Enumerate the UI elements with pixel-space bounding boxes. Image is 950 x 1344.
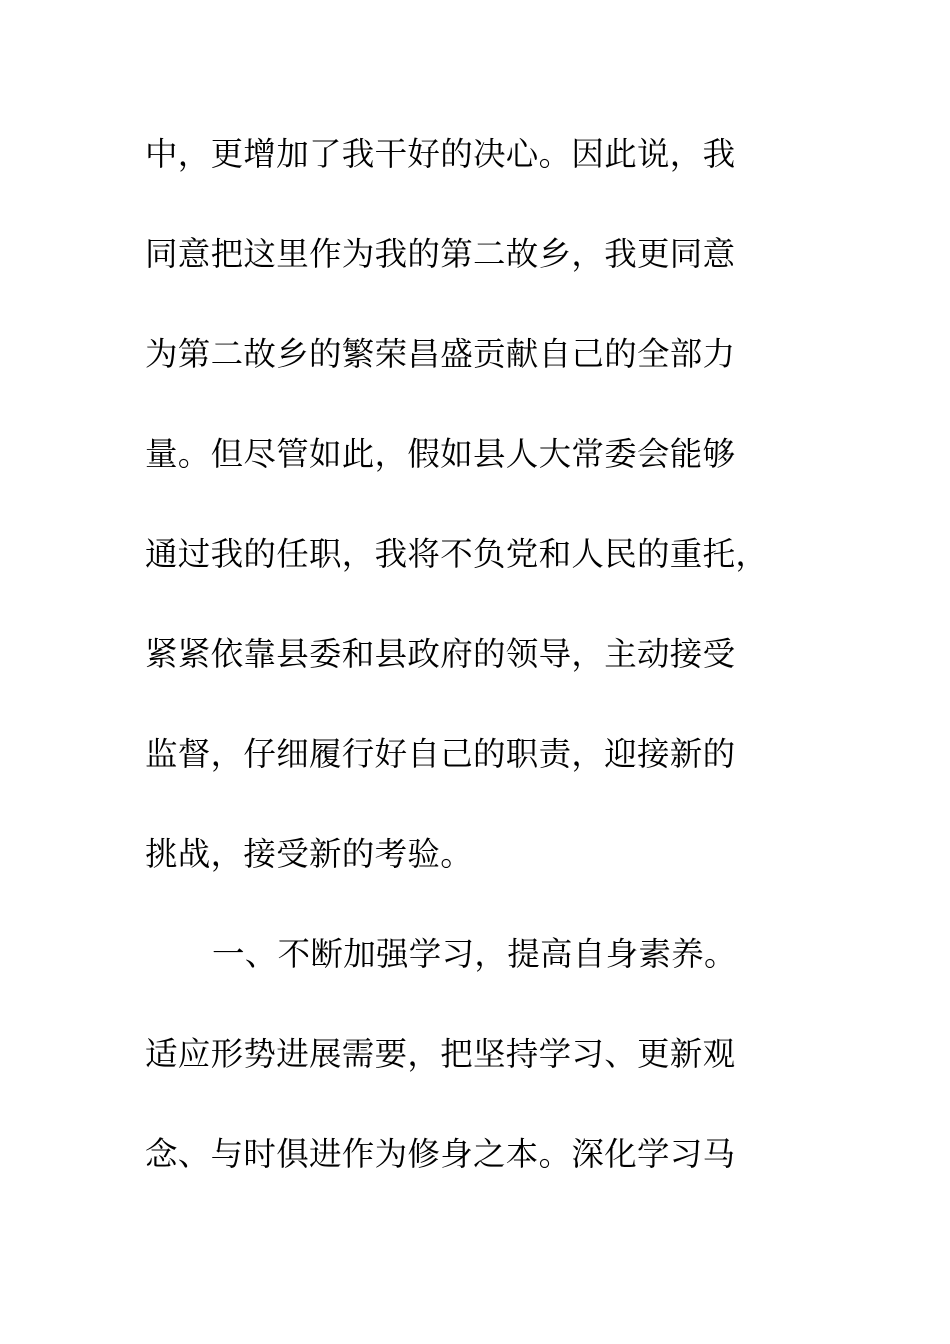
text-line: 量。但尽管如此，假如县人大常委会能够 — [145, 435, 736, 473]
text-line: 通过我的任职，我将不负党和人民的重托， — [145, 535, 769, 573]
text-line: 适应形势进展需要，把坚持学习、更新观 — [145, 1035, 736, 1073]
text-line: 为第二故乡的繁荣昌盛贡献自己的全部力 — [145, 335, 736, 373]
text-line: 同意把这里作为我的第二故乡，我更同意 — [145, 235, 736, 273]
text-line: 紧紧依靠县委和县政府的领导，主动接受 — [145, 635, 736, 673]
text-line: 中，更增加了我干好的决心。因此说，我 — [145, 135, 736, 173]
section-heading: 一、不断加强学习，提高自身素养。 — [212, 935, 737, 973]
text-line: 挑战，接受新的考验。 — [145, 835, 474, 873]
text-line: 念、与时俱进作为修身之本。深化学习马 — [145, 1135, 736, 1173]
text-line: 监督，仔细履行好自己的职责，迎接新的 — [145, 735, 736, 773]
body-text — [145, 122, 805, 1222]
